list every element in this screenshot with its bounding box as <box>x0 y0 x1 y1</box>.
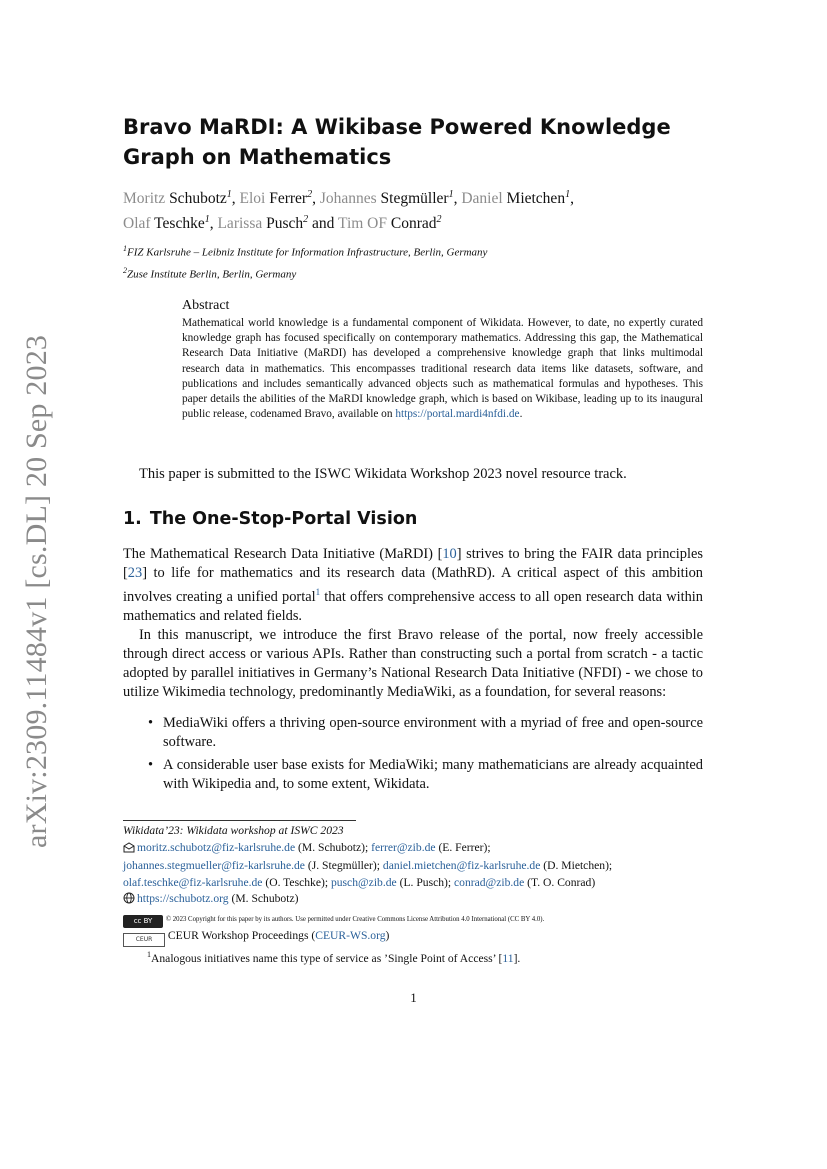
email-link[interactable]: olaf.teschke@fiz-karlsruhe.de <box>123 875 263 889</box>
arxiv-side-stamp: arXiv:2309.11484v1 [cs.DL] 20 Sep 2023 <box>20 334 53 848</box>
ceur-logo: CEUR <box>123 933 165 947</box>
footnote-ref-1[interactable]: 1 <box>315 587 321 597</box>
envelope-icon <box>123 842 135 859</box>
email-link[interactable]: moritz.schubotz@fiz-karlsruhe.de <box>137 840 296 854</box>
email-line-1: moritz.schubotz@fiz-karlsruhe.de (M. Schubotz); ferrer@zib.de (E. Ferrer); <box>123 840 723 859</box>
email-link[interactable]: johannes.stegmueller@fiz-karlsruhe.de <box>123 859 305 872</box>
workshop-venue: Wikidata’23: Wikidata workshop at ISWC 2023 <box>123 824 344 837</box>
affiliation-1: $^1$FIZ Karlsruhe – Leibniz Institute for Information Infrastructure, Berlin, Germany <box>123 244 488 259</box>
paragraph-1: The Mathematical Research Data Initiative (MaRDI) [10] strives to bring the FAIR data principles [23] to life for mathematics and its research data (MathRD). A critical aspect of this ambition involves creating a unified portal$^1$ that offers comprehensive access to all open research data within mathematics and related fields. <box>123 546 703 624</box>
email-link[interactable]: pusch@zib.de <box>330 875 397 889</box>
email-line-3: olaf.teschke@fiz-karlsruhe.de (O. Teschke); pusch@zib.de (L. Pusch); conrad@zib.de (T. O. Conrad) <box>123 875 596 889</box>
citation-11[interactable]: 11 <box>502 951 514 965</box>
author-6: Larissa Pusch$^2$ and <box>217 214 339 233</box>
footer <box>123 823 723 967</box>
website-line: https://schubotz.org (M. Schubotz) <box>123 891 723 910</box>
citation-23[interactable]: 23 <box>127 565 143 581</box>
citation-10[interactable]: 10 <box>442 546 457 562</box>
abstract-heading: Abstract <box>182 298 230 313</box>
portal-link[interactable]: https://portal.mardi4nfdi.de <box>395 408 520 421</box>
abstract <box>182 298 703 422</box>
author-7: Tim OF Conrad$^2$ <box>338 214 442 233</box>
list-item: • MediaWiki offers a thriving open-source environment with a myriad of free and open-source software. <box>148 714 703 750</box>
section-heading: 1. The One-Stop-Portal Vision <box>123 509 418 529</box>
footnote-divider <box>123 820 356 821</box>
email-link[interactable]: conrad@zib.de <box>454 875 525 889</box>
copyright-text: © 2023 Copyright for this paper by its authors. Use permitted under Creative Commons License Attribution 4.0 International (CC BY 4.0). <box>165 915 545 923</box>
author-4: Daniel Mietchen$^1$, <box>461 189 574 208</box>
footnote-1: $^1$Analogous initiatives name this type of service as ’Single Point of Access’ [11]. <box>147 950 521 965</box>
submission-note: This paper is submitted to the ISWC Wikidata Workshop 2023 novel resource track. <box>139 466 627 482</box>
license-line <box>123 910 723 929</box>
affiliation-2: $^2$Zuse Institute Berlin, Berlin, Germany <box>123 265 297 281</box>
section-body <box>123 545 703 798</box>
affiliations <box>123 240 683 283</box>
cc-license-badge: cc BY <box>123 915 163 928</box>
author-list <box>123 184 683 234</box>
bullet-list <box>123 714 703 794</box>
globe-icon <box>123 892 135 910</box>
author-2: Eloi Ferrer$^2$, <box>239 189 320 208</box>
author-3: Johannes Stegmüller$^1$, <box>319 189 462 208</box>
email-line-2: johannes.stegmueller@fiz-karlsruhe.de (J. Stegmüller); daniel.mietchen@fiz-karlsruhe.de (D. Mietchen); <box>123 859 613 872</box>
paragraph-2: In this manuscript, we introduce the first Bravo release of the portal, now freely accessible through direct access or various APIs. Rather than constructing such a portal from scratch - a tactic adopted by parallel initiatives in Germany’s National Research Data Initiative (NFDI) - we chose to utilize Wikimedia technology, predominantly MediaWiki, as a foundation, for several reasons: <box>123 626 703 700</box>
paper-title: Bravo MaRDI: A Wikibase Powered Knowledge Graph on Mathematics <box>123 115 671 169</box>
email-link[interactable]: ferrer@zib.de <box>371 840 436 854</box>
author-1: Moritz Schubotz$^1$, <box>123 189 240 208</box>
email-link[interactable]: daniel.mietchen@fiz-karlsruhe.de <box>382 859 541 872</box>
website-link[interactable]: https://schubotz.org <box>137 892 229 905</box>
page-number: 1 <box>410 990 417 1005</box>
author-5: Olaf Teschke$^1$, <box>123 214 218 233</box>
ceur-line: CEUR CEUR Workshop Proceedings (CEUR-WS.org) <box>123 928 723 947</box>
list-item: • A considerable user base exists for MediaWiki; many mathematicians are already acquainted with Wikipedia and, to some extent, Wikidata. <box>148 756 703 792</box>
abstract-body: Mathematical world knowledge is a fundamental component of Wikidata. However, to date, no expertly curated knowledge graph has focused specifically on contemporary mathematics. Addressing this gap, the Mathematical Research Data Initiative (MaRDI) has developed a comprehensive knowledge graph that links multimodal research data in mathematics. This encompasses traditional research data items like datasets, software, and publications and includes semantically advanced objects such as mathematical formulas and hypotheses. This paper details the abilities of the MaRDI knowledge graph, which is based on Wikibase, leading up to its inaugural public release, codenamed Bravo, available on https://portal.mardi4nfdi.de. <box>182 317 703 421</box>
ceur-link[interactable]: CEUR-WS.org <box>315 929 386 942</box>
